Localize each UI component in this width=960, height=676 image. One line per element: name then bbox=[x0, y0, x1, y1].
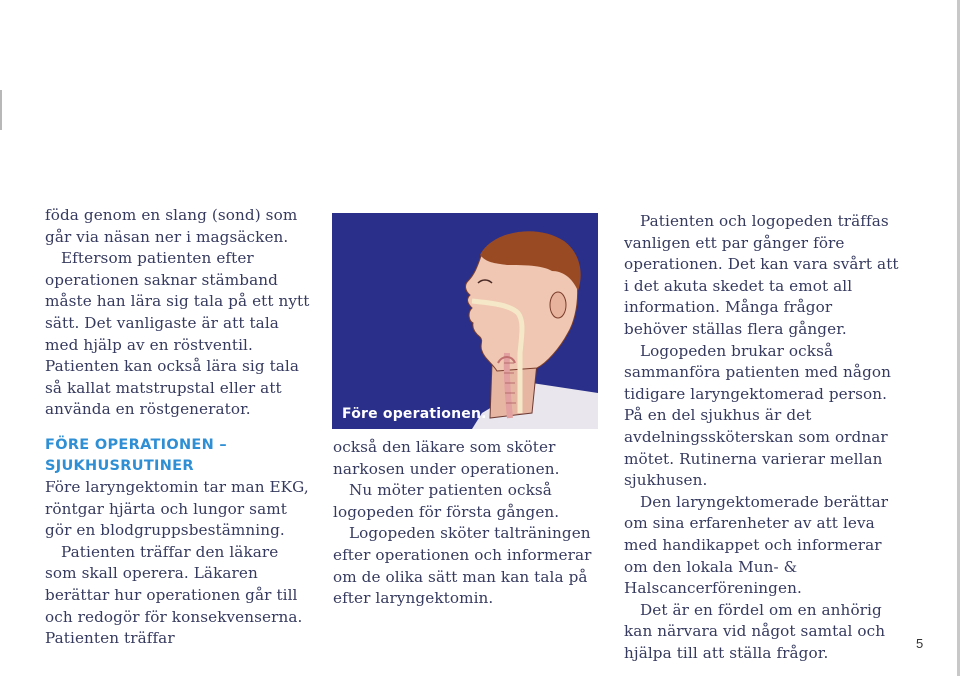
anatomy-illustration bbox=[332, 213, 598, 429]
text-column-2 bbox=[333, 437, 613, 610]
text-column-1 bbox=[45, 205, 313, 650]
paragraph: också den läkare som sköter narkosen under operationen. bbox=[333, 438, 560, 478]
paragraph: Före laryngektomin tar man EKG, röntgar hjärta och lungor samt gör en blodgruppsbestämning. bbox=[45, 477, 309, 540]
text-column-3 bbox=[624, 211, 899, 664]
section-heading-line2: SJUKHUSRUTINER bbox=[45, 457, 194, 474]
section-heading-line1: FÖRE OPERATIONEN – bbox=[45, 436, 227, 453]
paragraph: Patienten träffar den läkare som skall operera. Läkaren berättar hur operationen går till och redogör för konsekvenserna. Patienten träffar bbox=[45, 542, 303, 648]
paragraph: Den laryngektomerade berättar om sina erfarenheter av att leva med handikappet och informerar om den lokala Mun- & Halscancerföreningen. bbox=[624, 492, 889, 598]
paragraph: Logopeden sköter talträningen efter operationen och informerar om de olika sätt man kan tala på efter laryngektomin. bbox=[333, 524, 592, 608]
page-number: 5 bbox=[916, 636, 924, 651]
paragraph: föda genom en slang (sond) som går via näsan ner i magsäcken. bbox=[45, 206, 298, 246]
paragraph: Patienten och logopeden träffas vanligen ett par gånger före operationen. Det kan vara svårt att i det akuta skedet ta emot all information. Många frågor behöver ställas flera gånger. bbox=[624, 212, 899, 338]
paragraph: Nu möter patienten också logopeden för första gången. bbox=[333, 481, 560, 521]
head-profile-drawing bbox=[332, 213, 598, 429]
section-heading bbox=[45, 435, 313, 477]
figure-caption: Före operationen. bbox=[342, 406, 487, 422]
page-edge-mark-left bbox=[0, 90, 2, 130]
paragraph: Det är en fördel om en anhörig kan närvara vid något samtal och hjälpa till att ställa frågor. bbox=[624, 600, 886, 662]
paragraph: Logopeden brukar också sammanföra patienten med någon tidigare laryngektomerad person. På en del sjukhus är det avdelningssköterskan som ordnar mötet. Rutinerna varierar mellan sjukhusen. bbox=[624, 341, 892, 490]
paragraph: Eftersom patienten efter operationen saknar stämband måste han lära sig tala på ett nytt sätt. Det vanligaste är att tala med hjälp av en röstventil. Patienten kan också lära sig tala så kallat matstrupstal eller att använda en röstgenerator. bbox=[45, 249, 310, 419]
